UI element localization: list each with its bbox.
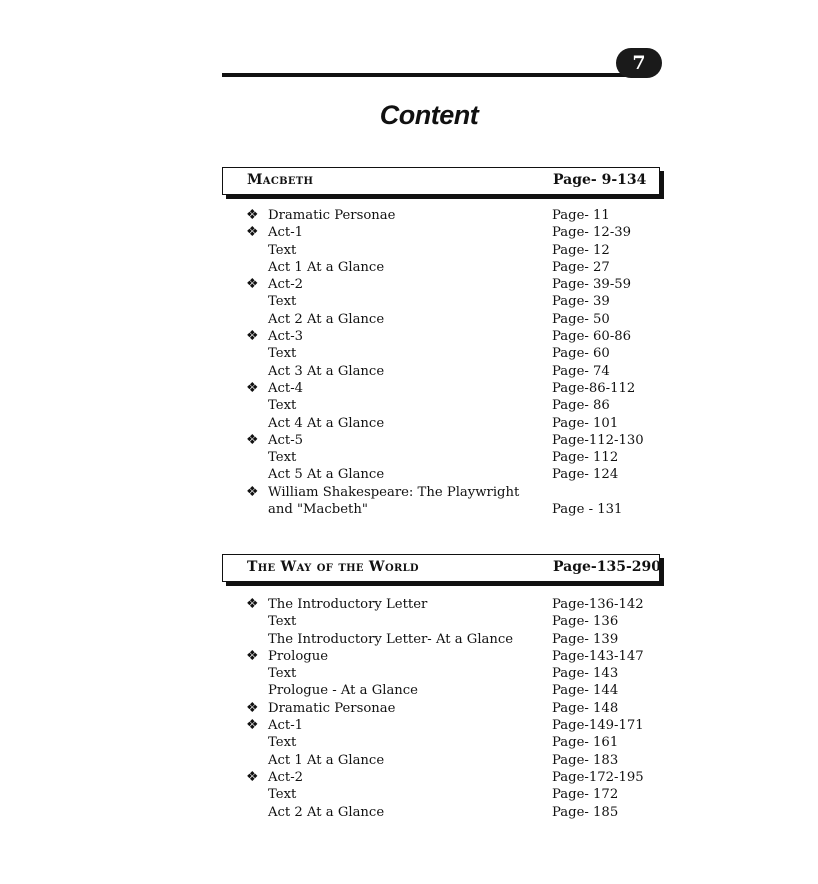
- toc-entry-page: Page- 101: [552, 415, 619, 431]
- toc-entry: [246, 484, 666, 501]
- toc-entry-label: Act-2: [268, 769, 304, 785]
- toc-entry: [246, 328, 666, 345]
- toc-entry: [246, 631, 666, 648]
- toc-entry-page: Page- 12-39: [552, 225, 632, 241]
- toc-entry-label: Act-4: [268, 380, 304, 396]
- toc-entry-label: Text: [268, 346, 297, 362]
- toc-entry-label: Act-1: [268, 718, 304, 734]
- diamond-bullet-icon: ❖: [246, 224, 259, 241]
- toc-entry: [246, 432, 666, 449]
- section-header-macbeth: [222, 167, 660, 195]
- toc-entry: [246, 786, 666, 803]
- toc-entry-label: Act 2 At a Glance: [268, 804, 385, 820]
- diamond-bullet-icon: ❖: [246, 483, 259, 500]
- toc-entry: [246, 293, 666, 310]
- toc-entry-label: Prologue: [268, 648, 329, 664]
- toc-entry-label: Text: [268, 450, 297, 466]
- toc-entry: [246, 700, 666, 717]
- toc-entry-label: Text: [268, 614, 297, 630]
- toc-entry-label: Text: [268, 735, 297, 751]
- toc-entry: [246, 397, 666, 414]
- toc-entry: [246, 380, 666, 397]
- toc-entry-page: Page- 183: [552, 752, 619, 768]
- toc-entry-page: Page- 144: [552, 683, 619, 699]
- toc-entry-page: Page- 161: [552, 735, 619, 751]
- diamond-bullet-icon: ❖: [246, 276, 259, 293]
- toc-entry-page: Page- 124: [552, 467, 619, 483]
- diamond-bullet-icon: ❖: [246, 207, 259, 223]
- toc-entry-page: Page- 39: [552, 294, 610, 310]
- toc-entry-page: Page- 12: [552, 242, 610, 258]
- toc-entry-page: Page- 172: [552, 787, 619, 803]
- toc-entry-page: Page- 74: [552, 363, 610, 379]
- diamond-bullet-icon: ❖: [246, 379, 259, 396]
- toc-entry: [246, 224, 666, 241]
- toc-entry-label: Text: [268, 294, 297, 310]
- diamond-bullet-icon: ❖: [246, 647, 259, 664]
- toc-entry-page: Page- 139: [552, 631, 619, 647]
- diamond-bullet-icon: ❖: [246, 328, 259, 345]
- toc-entry-page: Page- 148: [552, 700, 619, 716]
- contents-list-macbeth: [246, 207, 666, 518]
- toc-entry-label: Dramatic Personae: [268, 700, 396, 716]
- toc-entry-page: Page- 50: [552, 311, 610, 327]
- toc-entry-label: William Shakespeare: The Playwright: [268, 484, 520, 500]
- toc-entry-label: and "Macbeth": [268, 502, 368, 518]
- toc-entry: [246, 682, 666, 699]
- toc-entry-page: Page - 131: [552, 502, 623, 518]
- section-header-way-of-the-world: [222, 554, 660, 582]
- toc-entry-page: Page-149-171: [552, 718, 644, 734]
- toc-entry-page: Page- 143: [552, 666, 619, 682]
- toc-entry: [246, 665, 666, 682]
- toc-entry-label: Act 1 At a Glance: [268, 752, 385, 768]
- toc-entry-label: Dramatic Personae: [268, 208, 396, 223]
- toc-entry-page: Page-143-147: [552, 648, 644, 664]
- toc-entry-page: Page-86-112: [552, 380, 636, 396]
- toc-entry-label: Text: [268, 242, 297, 258]
- toc-entry-page: Page-172-195: [552, 769, 644, 785]
- toc-entry-page: Page- 112: [552, 450, 619, 466]
- toc-entry-page: Page- 11: [552, 208, 610, 223]
- toc-entry-page: Page- 60-86: [552, 329, 632, 345]
- toc-entry-page: Page- 39-59: [552, 277, 632, 293]
- toc-entry: [246, 449, 666, 466]
- toc-entry-label: Prologue - At a Glance: [268, 683, 418, 699]
- toc-entry-page: Page- 136: [552, 614, 619, 630]
- toc-entry-label: Text: [268, 398, 297, 414]
- contents-list-way-of-the-world: [246, 596, 666, 821]
- toc-entry: [246, 769, 666, 786]
- toc-entry: [246, 363, 666, 380]
- diamond-bullet-icon: ❖: [246, 768, 259, 785]
- toc-entry: [246, 804, 666, 821]
- toc-entry: [246, 717, 666, 734]
- toc-entry-label: Act 4 At a Glance: [268, 415, 385, 431]
- toc-entry: [246, 259, 666, 276]
- toc-entry: [246, 276, 666, 293]
- toc-entry: [246, 596, 666, 613]
- toc-entry: [246, 207, 666, 224]
- toc-entry-page: Page- 27: [552, 259, 610, 275]
- toc-entry-label: Act 1 At a Glance: [268, 259, 385, 275]
- toc-entry: [246, 613, 666, 630]
- page-title: Content: [379, 100, 479, 130]
- diamond-bullet-icon: ❖: [246, 699, 259, 716]
- diamond-bullet-icon: ❖: [246, 717, 259, 734]
- toc-entry: [246, 242, 666, 259]
- toc-entry: [246, 345, 666, 362]
- toc-entry: [246, 466, 666, 483]
- toc-entry-label: Act 5 At a Glance: [268, 467, 385, 483]
- page-number-badge: 7: [616, 48, 662, 78]
- toc-entry-label: The Introductory Letter: [268, 597, 428, 612]
- toc-entry: [246, 311, 666, 328]
- toc-entry-label: Act 3 At a Glance: [268, 363, 385, 379]
- toc-entry: [246, 501, 666, 518]
- diamond-bullet-icon: ❖: [246, 596, 259, 612]
- toc-entry-label: Act-5: [268, 432, 304, 448]
- toc-entry-page: Page-112-130: [552, 432, 644, 448]
- toc-entry-label: The Introductory Letter- At a Glance: [268, 631, 514, 647]
- toc-entry-label: Act-3: [268, 329, 304, 345]
- toc-entry-label: Text: [268, 666, 297, 682]
- toc-entry-page: Page- 60: [552, 346, 610, 362]
- section-name: Macbeth: [247, 172, 314, 188]
- toc-entry-page: Page- 185: [552, 804, 619, 820]
- section-pages: Page-135-290: [553, 559, 661, 575]
- toc-entry-label: Act-1: [268, 225, 304, 241]
- toc-entry-page: Page-136-142: [552, 597, 644, 612]
- section-name: The Way of the World: [247, 559, 419, 575]
- toc-entry-label: Act 2 At a Glance: [268, 311, 385, 327]
- toc-entry-label: Text: [268, 787, 297, 803]
- toc-entry: [246, 752, 666, 769]
- toc-entry: [246, 415, 666, 432]
- header-rule: [222, 73, 642, 77]
- toc-entry: [246, 734, 666, 751]
- section-pages: Page- 9-134: [553, 172, 647, 188]
- toc-entry-label: Act-2: [268, 277, 304, 293]
- diamond-bullet-icon: ❖: [246, 431, 259, 448]
- toc-entry: [246, 648, 666, 665]
- toc-entry-page: Page- 86: [552, 398, 610, 414]
